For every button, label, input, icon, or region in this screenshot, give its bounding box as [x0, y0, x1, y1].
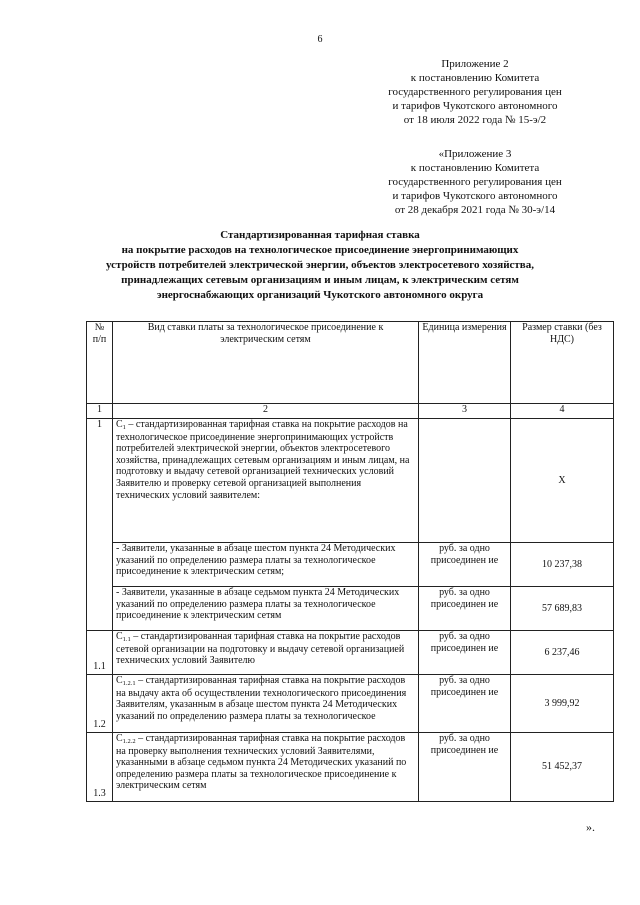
unit-cell: руб. за одно присоединен ие — [419, 587, 511, 631]
appendix-2-line: и тарифов Чукотского автономного — [392, 100, 558, 112]
appendix-3-line: «Приложение 3 — [438, 148, 512, 160]
column-number: 1 — [87, 404, 113, 419]
unit-cell: руб. за одно присоединен ие — [419, 733, 511, 802]
header-rate: Размер ставки (без НДС) — [511, 322, 614, 404]
appendix-3-line: от 28 декабря 2021 года № 30-э/14 — [394, 204, 556, 216]
rate-symbol: С — [116, 675, 123, 686]
document-title — [80, 228, 560, 303]
table-header-row — [87, 322, 614, 404]
appendix-2-line: Приложение 2 — [441, 58, 509, 70]
header-kind: Вид ставки платы за технологическое присоединение к электрическим сетям — [113, 322, 419, 404]
rate-description — [113, 675, 419, 733]
rate-value: 57 689,83 — [511, 587, 614, 631]
appendix-3-line: государственного регулирования цен — [388, 176, 562, 188]
unit-cell — [419, 419, 511, 543]
column-number: 4 — [511, 404, 614, 419]
rate-description-text: – стандартизированная тарифная ставка на покрытие расходов на технологическое присоединение энергопринимающих устройств потребителей электрической энергии, объектов электросетевого хозяйства, принадлежащих сетевым организациям и иным лицам, на подготовку и выдачу сетевой организацией технических условий Заявителю и проверку сетевой организацией выполнения технических условий заявителем: — [116, 419, 410, 501]
rate-description-text: – стандартизированная тарифная ставка на покрытие расходов на проверку выполнения технических условий Заявителями, указанными в абзаце седьмом пункта 24 Методических указаний по определению размера платы за технологическое присоединение к электрическим сетям — [116, 733, 407, 792]
table-row — [87, 675, 614, 733]
title-line: энергоснабжающих организаций Чукотского автономного округа — [156, 289, 484, 301]
appendix-2-line: к постановлению Комитета — [410, 72, 540, 84]
column-number: 3 — [419, 404, 511, 419]
table-row — [87, 419, 614, 543]
rate-description-text: – стандартизированная тарифная ставка на покрытие расходов на выдачу акта об осуществлении технологического присоединения Заявителям, указанным в абзаце шестом пункта 24 Методических указаний по определению размера платы за технологическое — [116, 675, 407, 722]
row-number: 1 — [87, 419, 113, 631]
rate-description: - Заявители, указанные в абзаце седьмом пункта 24 Методических указаний по определению размера платы за технологическое присоединение к электрическим сетям — [113, 587, 419, 631]
header-unit: Единица измерения — [419, 322, 511, 404]
appendix-3-line: к постановлению Комитета — [410, 162, 540, 174]
rate-symbol: С — [116, 419, 123, 430]
table-row — [87, 543, 614, 587]
table-row — [87, 631, 614, 675]
tariff-table — [86, 321, 614, 802]
column-number: 2 — [113, 404, 419, 419]
column-numbers-row — [87, 404, 614, 419]
rate-value: 3 999,92 — [511, 675, 614, 733]
title-line: на покрытие расходов на технологическое присоединение энергопринимающих — [121, 244, 519, 256]
row-number: 1.1 — [87, 631, 113, 675]
rate-symbol-index: 1.2.2 — [122, 738, 136, 745]
rate-symbol: С — [116, 733, 123, 744]
closing-quote-mark: ». — [586, 820, 595, 834]
row-number: 1.3 — [87, 733, 113, 802]
rate-value: X — [511, 419, 614, 543]
rate-description-text: – стандартизированная тарифная ставка на покрытие расходов сетевой организации на подготовку и выдачу сетевой организацией технических условий Заявителю — [116, 631, 405, 667]
unit-cell: руб. за одно присоединен ие — [419, 631, 511, 675]
unit-cell: руб. за одно присоединен ие — [419, 675, 511, 733]
unit-cell: руб. за одно присоединен ие — [419, 543, 511, 587]
row-number: 1.2 — [87, 675, 113, 733]
rate-description — [113, 733, 419, 802]
appendix-2-block — [340, 57, 610, 127]
rate-symbol-index: 1.1 — [122, 636, 131, 643]
rate-description: - Заявители, указанные в абзаце шестом пункта 24 Методических указаний по определению размера платы за технологическое присоединение к электрическим сетям; — [113, 543, 419, 587]
appendix-2-line: государственного регулирования цен — [388, 86, 562, 98]
rate-symbol: С — [116, 631, 123, 642]
rate-value: 51 452,37 — [511, 733, 614, 802]
title-line: устройств потребителей электрической энергии, объектов электросетевого хозяйства, — [105, 259, 535, 271]
table-row — [87, 733, 614, 802]
title-line: Стандартизированная тарифная ставка — [220, 229, 420, 241]
rate-description — [113, 631, 419, 675]
appendix-2-line: от 18 июля 2022 года № 15-э/2 — [403, 114, 547, 126]
title-line: принадлежащих сетевым организациям и иным лицам, к электрическим сетям — [121, 274, 519, 286]
appendix-3-line: и тарифов Чукотского автономного — [392, 190, 558, 202]
rate-value: 10 237,38 — [511, 543, 614, 587]
appendix-3-block — [340, 147, 610, 217]
table-row — [87, 587, 614, 631]
header-num: № п/п — [87, 322, 113, 404]
rate-symbol-index: 1 — [122, 424, 126, 431]
rate-symbol-index: 1.2.1 — [122, 680, 136, 687]
rate-description — [113, 419, 419, 543]
rate-value: 6 237,46 — [511, 631, 614, 675]
page-number: 6 — [317, 34, 323, 45]
